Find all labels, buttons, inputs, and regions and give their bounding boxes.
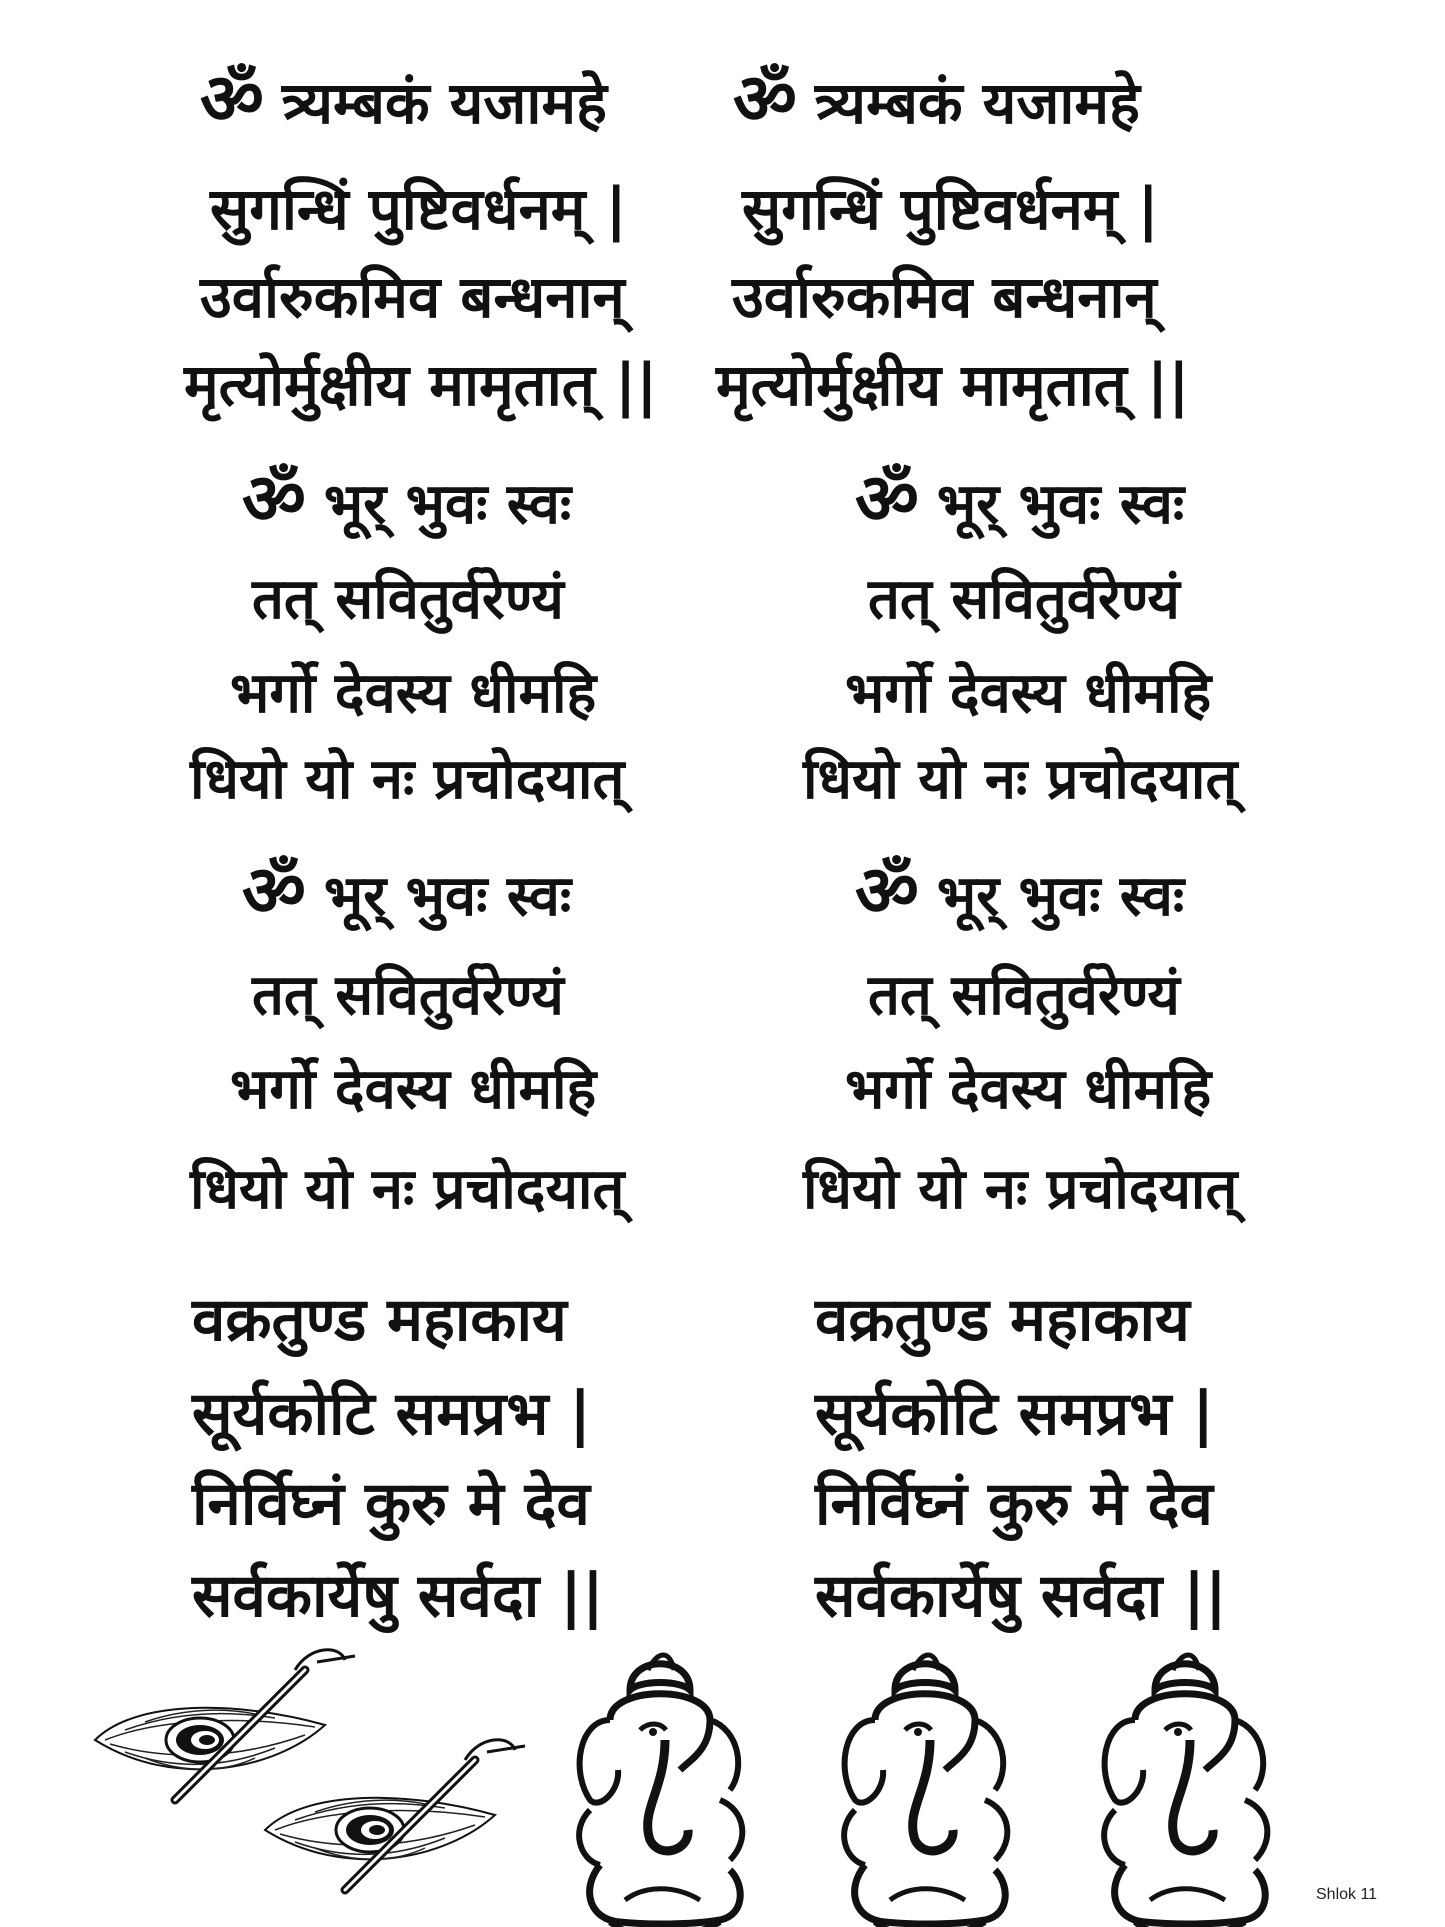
shloka-line-3: निर्विघ्नं कुरु मे देव [815,1469,1213,1539]
shloka-line-1: ॐ भूर् भुवः स्वः [855,850,1185,932]
shloka-line-2: सुगन्धिं पुष्टिवर्धनम् | [210,175,627,243]
om-symbol: ॐ [733,58,797,140]
om-symbol: ॐ [855,458,919,540]
shloka-line-3: उर्वारुकमिव बन्धनान् [732,263,1157,331]
shloka-line-3: भर्गो देवस्य धीमहि [230,1057,597,1122]
shloka-line-2: सुगन्धिं पुष्टिवर्धनम् | [742,175,1159,243]
shloka-line-3: निर्विघ्नं कुरु मे देव [192,1469,590,1539]
shloka-line-2: सूर्यकोटि समप्रभ | [815,1379,1215,1449]
ganesha-icon [844,1655,1007,1927]
om-symbol: ॐ [242,458,306,540]
shloka-line-1: ॐ भूर् भुवः स्वः [242,850,572,932]
peacock-feather-flute-icon [265,1740,525,1890]
shloka-line-1: ॐ त्र्यम्बकं यजामहे [200,58,607,140]
shloka-line-2: सूर्यकोटि समप्रभ | [192,1379,592,1449]
ganesha-icon [1104,1655,1267,1927]
shloka-line-4: धियो यो नः प्रचोदयात् [803,1157,1238,1222]
shloka-line-2: तत् सवितुर्वरेण्यं [868,567,1180,632]
shloka-line-3: भर्गो देवस्य धीमहि [845,1057,1212,1122]
om-symbol: ॐ [855,850,919,932]
page-label: Shlok 11 [1316,1886,1378,1903]
peacock-feather-flute-icon [95,1650,355,1800]
shloka-line-1: वक्रतुण्ड महाकाय [192,1285,567,1355]
shloka-line-1: ॐ भूर् भुवः स्वः [855,458,1185,540]
shloka-line-4: धियो यो नः प्रचोदयात् [190,747,625,812]
shloka-line-1: ॐ त्र्यम्बकं यजामहे [733,58,1140,140]
shloka-line-2: तत् सवितुर्वरेण्यं [868,963,1180,1028]
ganesha-icon [579,1655,742,1927]
shloka-line-4: मृत्योर्मुक्षीय मामृतात् || [716,351,1190,419]
om-symbol: ॐ [242,850,306,932]
shloka-line-3: भर्गो देवस्य धीमहि [845,661,1212,726]
shloka-line-2: तत् सवितुर्वरेण्यं [252,567,564,632]
shloka-line-4: मृत्योर्मुक्षीय मामृतात् || [184,351,658,419]
shloka-line-1: ॐ भूर् भुवः स्वः [242,458,572,540]
shloka-line-2: तत् सवितुर्वरेण्यं [252,963,564,1028]
shloka-line-3: भर्गो देवस्य धीमहि [230,661,597,726]
shloka-line-1: वक्रतुण्ड महाकाय [815,1285,1190,1355]
shloka-line-4: सर्वकार्येषु सर्वदा || [192,1561,604,1631]
shloka-line-4: सर्वकार्येषु सर्वदा || [815,1561,1227,1631]
om-symbol: ॐ [200,58,264,140]
shloka-line-3: उर्वारुकमिव बन्धनान् [200,263,625,331]
shloka-line-4: धियो यो नः प्रचोदयात् [190,1157,625,1222]
shloka-line-4: धियो यो नः प्रचोदयात् [803,747,1238,812]
